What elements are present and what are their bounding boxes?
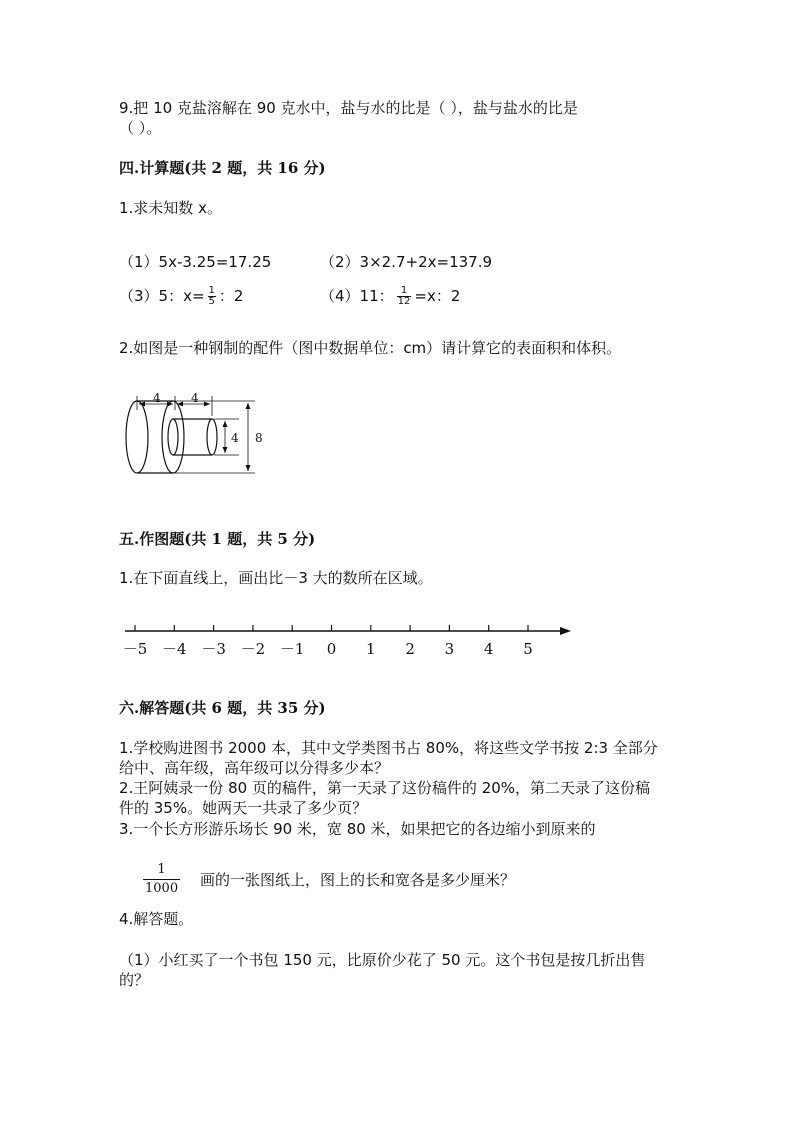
- scale-fraction-numerator: 1: [143, 862, 180, 880]
- number-line-label: 0: [326, 640, 337, 658]
- number-line-label: 1: [366, 640, 376, 658]
- number-line-label: 2: [405, 640, 415, 658]
- dimension-label-c: 4: [231, 431, 239, 445]
- equation-4-suffix: =x：2: [414, 287, 461, 305]
- section-6-q2-line2: 件的 35%。她两天一共录了多少页？: [119, 799, 368, 817]
- number-line-label: －4: [162, 640, 187, 658]
- number-line-label: 5: [523, 640, 533, 658]
- section-6-q3-line1: 3.一个长方形游乐场长 90 米，宽 80 米，如果把它的各边缩小到原来的: [119, 820, 596, 838]
- equation-3: [119, 286, 243, 307]
- equation-2: （2）3×2.7+2x=137.9: [320, 253, 493, 271]
- section-6-q4-sub-line1: （1）小红买了一个书包 150 元，比原价少花了 50 元。这个书包是按几折出售: [119, 951, 646, 969]
- section-6-q4-title: 4.解答题。: [119, 910, 194, 928]
- dimension-label-b: 4: [191, 391, 199, 405]
- section-6-q4-sub-line2: 的？: [119, 971, 150, 989]
- equation-3-numerator: 1: [208, 285, 215, 296]
- equation-4: [320, 286, 460, 307]
- equation-3-suffix: ：2: [218, 287, 244, 305]
- dimension-label-d: 8: [255, 431, 263, 445]
- scale-fraction: [143, 862, 180, 897]
- scale-fraction-denominator: 1000: [145, 881, 179, 896]
- section-6-q2-line1: 2.王阿姨录一份 80 页的稿件，第一天录了这份稿件的 20%，第二天录了这份稿: [119, 779, 651, 797]
- section-6-q1-line1: 1.学校购进图书 2000 本，其中文学类图书占 80%，将这些文学书按 2:3 全部分: [119, 739, 658, 757]
- number-line-label: 3: [444, 640, 455, 658]
- section-4-q2-title: 2.如图是一种钢制的配件（图中数据单位：cm）请计算它的表面积和体积。: [119, 339, 622, 357]
- number-line-arrow-icon: [560, 627, 571, 635]
- equation-4-fraction: [397, 286, 412, 307]
- equation-3-prefix: （3）5：x=: [119, 287, 205, 305]
- section-6-q1-line2: 给中、高年级，高年级可以分得多少本？: [119, 759, 390, 777]
- section-4-heading: 四.计算题(共 2 题，共 16 分): [119, 159, 326, 177]
- equation-4-denominator: 12: [397, 296, 411, 307]
- section-5-q1: 1.在下面直线上，画出比－3 大的数所在区域。: [119, 569, 433, 587]
- equation-3-fraction: [208, 286, 216, 307]
- number-line-label: －1: [279, 640, 305, 658]
- number-line-label: 4: [483, 640, 494, 658]
- steel-part-diagram: [115, 388, 275, 494]
- outer-cylinder-right-face: [162, 401, 184, 473]
- inner-cylinder-right-face: [207, 419, 217, 455]
- inner-cylinder-left-face: [168, 419, 178, 455]
- section-6-q3-line2: 画的一张图纸上，图上的长和宽各是多少厘米？: [200, 871, 516, 889]
- number-line: [119, 618, 579, 664]
- question-9-line1: 9.把 10 克盐溶解在 90 克水中，盐与水的比是（ ），盐与盐水的比是: [119, 99, 578, 117]
- number-line-label: －5: [122, 640, 148, 658]
- equation-4-numerator: 1: [397, 286, 412, 297]
- question-9-line2: （ ）。: [119, 119, 162, 137]
- section-4-q1-title: 1.求未知数 x。: [119, 199, 222, 217]
- dimension-label-a: 4: [153, 391, 161, 405]
- number-line-label: －3: [201, 640, 226, 658]
- outer-cylinder-left-face: [126, 401, 148, 473]
- equation-4-prefix: （4）11：: [320, 287, 394, 305]
- number-line-label: －2: [240, 640, 266, 658]
- section-6-heading: 六.解答题(共 6 题，共 35 分): [119, 699, 326, 717]
- equation-1: （1）5x-3.25=17.25: [119, 253, 272, 271]
- equation-3-denominator: 5: [208, 296, 215, 307]
- section-5-heading: 五.作图题(共 1 题，共 5 分): [119, 530, 316, 548]
